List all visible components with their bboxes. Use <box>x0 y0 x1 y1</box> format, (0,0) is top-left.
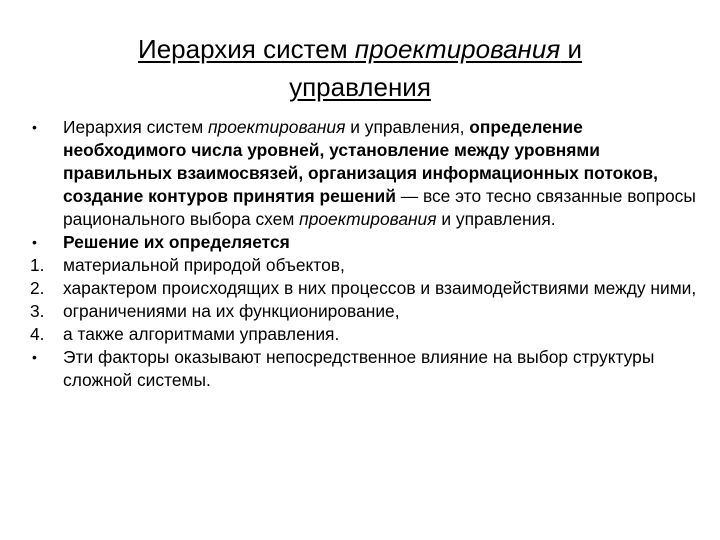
title-text-part1: Иерархия систем <box>138 34 355 64</box>
item-text: ограничениями на их функционирование, <box>63 301 400 321</box>
bullet-marker: • <box>32 119 37 135</box>
title-text-italic: проектирования <box>354 34 561 64</box>
item-text: Эти факторы оказывают непосредственное влияние на выбор структуры сложной системы. <box>63 347 655 390</box>
number-marker: 3. <box>30 301 45 321</box>
number-marker: 1. <box>30 255 45 275</box>
item-text-italic: проектирования <box>299 209 437 229</box>
numbered-item <box>30 300 702 323</box>
item-text-italic: проектирования <box>207 117 346 137</box>
slide-body <box>30 116 702 392</box>
bullet-item <box>30 346 702 392</box>
item-text: а также алгоритмами управления. <box>63 324 340 344</box>
item-text: и управления. <box>436 209 556 229</box>
title-text-part3: и <box>560 34 582 64</box>
title-text-line2: управления <box>289 72 431 102</box>
item-text: Иерархия систем <box>63 117 208 137</box>
numbered-item <box>30 323 702 346</box>
item-text: характером происходящих в них процессов и взаимодействиями между ними, <box>63 278 697 298</box>
bullet-marker: • <box>32 349 37 365</box>
item-text-bold: Решение их определяется <box>63 232 290 252</box>
item-text: материальной природой объектов, <box>63 255 345 275</box>
item-text: и управления, <box>345 117 470 137</box>
number-marker: 2. <box>30 278 45 298</box>
item-text: — все это тесно связанные вопросы рационального выбора схем <box>63 186 696 229</box>
numbered-item <box>30 277 702 300</box>
bullet-item <box>30 116 702 231</box>
bullet-marker: • <box>32 234 37 250</box>
item-text-bold: определение необходимого числа уровней, установление между уровнями правильных взаимосвязей, организация информационных потоков, создание контуров принятия решений <box>63 117 658 206</box>
number-marker: 4. <box>30 324 45 344</box>
slide-title <box>60 30 660 106</box>
bullet-item <box>30 231 702 254</box>
numbered-item <box>30 254 702 277</box>
